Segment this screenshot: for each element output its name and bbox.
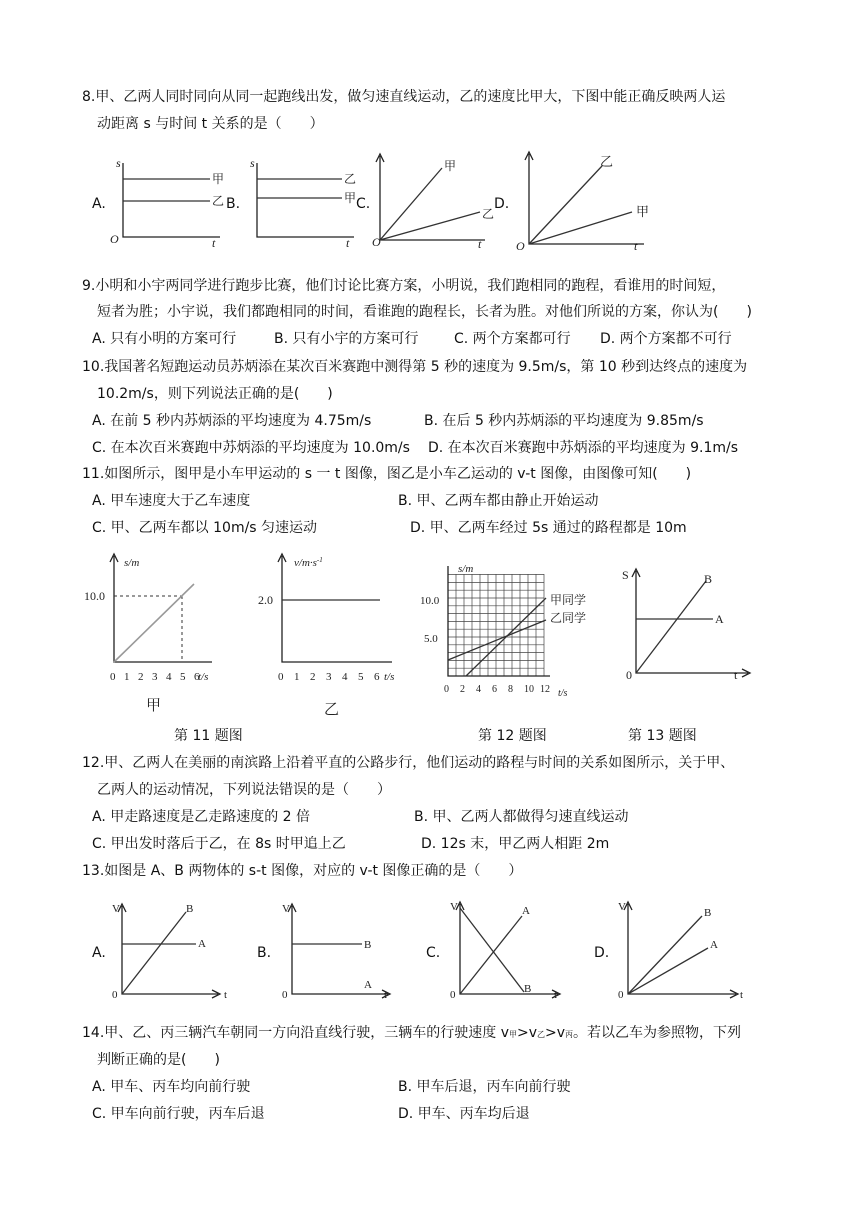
x-tick-4: 4 — [166, 671, 172, 683]
x-tick-5: 5 — [358, 671, 364, 683]
axis-t-label: t — [478, 237, 482, 251]
q10-option-a[interactable]: A. 在前 5 秒内苏炳添的平均速度为 4.75m/s — [92, 413, 372, 429]
label-a: A — [715, 612, 724, 626]
q11-option-a[interactable]: A. 甲车速度大于乙车速度 — [92, 493, 251, 509]
origin-label: O — [110, 232, 119, 246]
legend-jia: 甲同学 — [550, 593, 587, 607]
line-b — [122, 912, 186, 994]
label-b: B — [704, 907, 712, 919]
x-tick-0: 0 — [444, 684, 449, 695]
q8-option-d-label[interactable]: D. — [494, 196, 510, 212]
line-b — [636, 581, 706, 673]
x-tick-5: 5 — [180, 671, 186, 683]
q13-option-c-label[interactable]: C. — [426, 945, 441, 961]
origin-label: 0 — [450, 989, 456, 1001]
axis-t-label: t — [740, 989, 744, 1001]
q14-option-b[interactable]: B. 甲车后退，丙车向前行驶 — [398, 1079, 571, 1095]
x-axis-label: t/s — [198, 671, 209, 683]
line-b — [628, 916, 702, 994]
x-tick-3: 3 — [326, 671, 332, 683]
axis-v-label: V — [618, 901, 626, 913]
axis-v-label: V — [112, 903, 120, 915]
q10-option-d[interactable]: D. 在本次百米赛跑中苏炳添的平均速度为 9.1m/s — [428, 440, 739, 456]
fig11-yi-graph — [250, 550, 400, 720]
q14-option-d[interactable]: D. 甲车、丙车均后退 — [398, 1106, 530, 1122]
q8-graph-c — [370, 150, 500, 250]
caption-q12: 第 12 题图 — [478, 728, 547, 744]
label-a: A — [522, 905, 530, 917]
x-tick-1: 1 — [294, 671, 300, 683]
sub-bing: 丙 — [565, 1030, 574, 1039]
q10-option-c[interactable]: C. 在本次百米赛跑中苏炳添的平均速度为 10.0m/s — [92, 440, 410, 456]
q12-stem-line2: 乙两人的运动情况，下列说法错误的是（ ） — [97, 782, 391, 798]
line-steep — [380, 168, 442, 240]
q14-stem-line2: 判断正确的是( ) — [97, 1052, 220, 1068]
q9-option-a[interactable]: A. 只有小明的方案可行 — [92, 331, 237, 347]
origin-label: 0 — [112, 989, 118, 1001]
y-axis-label: $v/m\cdot s^{-1}$ — [294, 556, 323, 569]
line-top-label: 甲 — [212, 172, 225, 186]
q10-stem-line2: 10.2m/s，则下列说法正确的是( ) — [97, 386, 333, 402]
q14-stem-text: 14.甲、乙、丙三辆汽车朝同一方向沿直线行驶，三辆车的行驶速度 v — [82, 1025, 509, 1041]
label-a: A — [364, 979, 372, 991]
label-a: A — [710, 939, 718, 951]
x-tick-6: 6 — [374, 671, 380, 683]
y-tick-5: 5.0 — [424, 633, 438, 645]
label-a: A — [198, 938, 206, 950]
q10-stem-line1: 10.我国著名短跑运动员苏炳添在某次百米赛跑中测得第 5 秒的速度为 9.5m/s，第 10 秒到达终点的速度为 — [82, 359, 748, 375]
x-tick-6: 6 — [492, 684, 497, 695]
axis-t-label: t — [212, 236, 216, 250]
x-tick-4: 4 — [342, 671, 348, 683]
q11-stem-line1: 11.如图所示，图甲是小车甲运动的 s 一 t 图像，图乙是小车乙运动的 v-t 图像，由图像可知( ) — [82, 466, 692, 482]
origin-label: 0 — [618, 989, 624, 1001]
axis-t-label: t — [554, 989, 558, 1001]
legend-yi: 乙同学 — [550, 611, 587, 625]
gt-2: >v — [545, 1025, 566, 1041]
axis-t-label: t — [634, 239, 638, 253]
axis-s-label: s — [116, 156, 121, 170]
y-tick-label: 2.0 — [258, 593, 273, 607]
sub-jia: 甲 — [509, 1030, 517, 1039]
caption-q11: 第 11 题图 — [174, 728, 243, 744]
line-a — [628, 948, 708, 994]
q12-option-a[interactable]: A. 甲走路速度是乙走路速度的 2 倍 — [92, 809, 311, 825]
q11-option-d[interactable]: D. 甲、乙两车经过 5s 通过的路程都是 10m — [410, 520, 687, 536]
q14-option-a[interactable]: A. 甲车、丙车均向前行驶 — [92, 1079, 251, 1095]
origin-label: O — [516, 239, 525, 253]
q9-option-c[interactable]: C. 两个方案都可行 — [454, 331, 571, 347]
q8-graph-a — [108, 155, 228, 250]
x-tick-3: 3 — [152, 671, 158, 683]
x-axis-label: t/s — [384, 671, 395, 683]
x-tick-8: 8 — [508, 684, 513, 695]
x-tick-2: 2 — [460, 684, 465, 695]
q12-option-d[interactable]: D. 12s 末，甲乙两人相距 2m — [421, 836, 610, 852]
axis-v-label: V — [450, 901, 458, 913]
q8-stem-line1: 8.甲、乙两人同时同向从同一起跑线出发，做匀速直线运动，乙的速度比甲大，下图中能正确反映两人运 — [82, 89, 726, 105]
q14-stem-tail: 。若以乙车为参照物，下列 — [573, 1025, 742, 1041]
q8-option-c-label[interactable]: C. — [356, 196, 371, 212]
y-axis-label: S — [622, 568, 629, 582]
fig11-jia-graph — [82, 550, 222, 715]
caption-q13: 第 13 题图 — [628, 728, 697, 744]
line-bottom-label: 甲 — [344, 191, 357, 205]
q13-graph-a — [106, 898, 236, 1003]
y-axis-label: s/m — [458, 563, 474, 575]
origin-label: O — [372, 235, 381, 249]
origin-label: 0 — [282, 989, 288, 1001]
line-steep-label: 甲 — [444, 159, 457, 173]
q14-option-c[interactable]: C. 甲车向前行驶，丙车后退 — [92, 1106, 265, 1122]
caption-jia: 甲 — [146, 698, 162, 714]
q8-option-a-label[interactable]: A. — [92, 196, 106, 212]
line-top-label: 乙 — [344, 172, 357, 186]
x-tick-2: 2 — [138, 671, 144, 683]
label-b: B — [364, 939, 372, 951]
axis-t-label: t — [224, 989, 228, 1001]
x-axis-label: t — [734, 668, 738, 682]
axis-s-label: s — [250, 156, 255, 170]
q12-option-c[interactable]: C. 甲出发时落后于乙，在 8s 时甲追上乙 — [92, 836, 346, 852]
caption-yi: 乙 — [324, 702, 340, 718]
x-axis-label: t/s — [558, 688, 568, 699]
label-b: B — [186, 903, 194, 915]
x-tick-2: 2 — [310, 671, 316, 683]
x-tick-0: 0 — [278, 671, 284, 683]
line-a — [460, 916, 522, 994]
axis-v-label: V — [282, 903, 290, 915]
line-bottom-label: 乙 — [212, 194, 225, 208]
label-b: B — [524, 983, 532, 995]
q9-stem-line2: 短者为胜；小宇说，我们都跑相同的时间，看谁跑的跑程长，长者为胜。对他们所说的方案，你认为( ) — [97, 304, 752, 320]
q11-option-c[interactable]: C. 甲、乙两车都以 10m/s 匀速运动 — [92, 520, 318, 536]
origin-label: 0 — [626, 668, 632, 682]
x-tick-0: 0 — [110, 671, 116, 683]
q14-stem-line1 — [82, 1026, 741, 1040]
q13-stem-line1: 13.如图是 A、B 两物体的 s-t 图像，对应的 v-t 图像正确的是（ ） — [82, 863, 523, 879]
q12-stem-line1: 12.甲、乙两人在美丽的南滨路上沿着平直的公路步行，他们运动的路程与时间的关系如图所示，关于甲、 — [82, 755, 735, 771]
line-yi — [448, 620, 546, 660]
q9-option-d[interactable]: D. 两个方案都不可行 — [600, 331, 732, 347]
x-tick-10: 10 — [524, 684, 534, 695]
q8-graph-d — [514, 150, 654, 253]
q8-graph-b — [242, 155, 362, 250]
q12-option-b[interactable]: B. 甲、乙两人都做得匀速直线运动 — [414, 809, 629, 825]
x-tick-6: 6 — [194, 671, 200, 683]
y-tick-10: 10.0 — [420, 595, 440, 607]
line-steep-label: 乙 — [600, 154, 614, 169]
q13-graph-d — [612, 898, 752, 1003]
q8-option-b-label[interactable]: B. — [226, 196, 241, 212]
q11-option-b[interactable]: B. 甲、乙两车都由静止开始运动 — [398, 493, 599, 509]
x-tick-4: 4 — [476, 684, 481, 695]
axis-t-label: t — [346, 236, 350, 250]
q13-option-b-label[interactable]: B. — [257, 945, 272, 961]
line-shallow — [380, 212, 480, 240]
fig12-graph — [418, 558, 608, 703]
q10-option-b[interactable]: B. 在后 5 秒内苏炳添的平均速度为 9.85m/s — [424, 413, 704, 429]
q13-option-d-label[interactable]: D. — [594, 945, 610, 961]
q13-graph-c — [446, 898, 576, 1003]
axis-t-label: t — [384, 989, 388, 1001]
q13-option-a-label[interactable]: A. — [92, 945, 106, 961]
line-shallow-label: 甲 — [636, 204, 650, 219]
sub-yi: 乙 — [537, 1030, 546, 1039]
q13-graph-b — [276, 898, 406, 1003]
y-axis-label: s/m — [124, 557, 140, 569]
gt-1: >v — [517, 1025, 538, 1041]
label-b: B — [704, 572, 713, 586]
q8-stem-line2: 动距离 s 与时间 t 关系的是（ ） — [97, 116, 324, 132]
fig13-graph — [618, 563, 758, 683]
line-b — [460, 908, 524, 992]
line-shallow-label: 乙 — [482, 207, 495, 221]
x-tick-12: 12 — [540, 684, 550, 695]
q9-option-b[interactable]: B. 只有小宇的方案可行 — [274, 331, 419, 347]
q9-stem-line1: 9.小明和小宇两同学进行跑步比赛，他们讨论比赛方案，小明说，我们跑相同的跑程，看谁用的时间短， — [82, 278, 726, 294]
y-tick-label: 10.0 — [84, 589, 105, 603]
x-tick-1: 1 — [124, 671, 130, 683]
